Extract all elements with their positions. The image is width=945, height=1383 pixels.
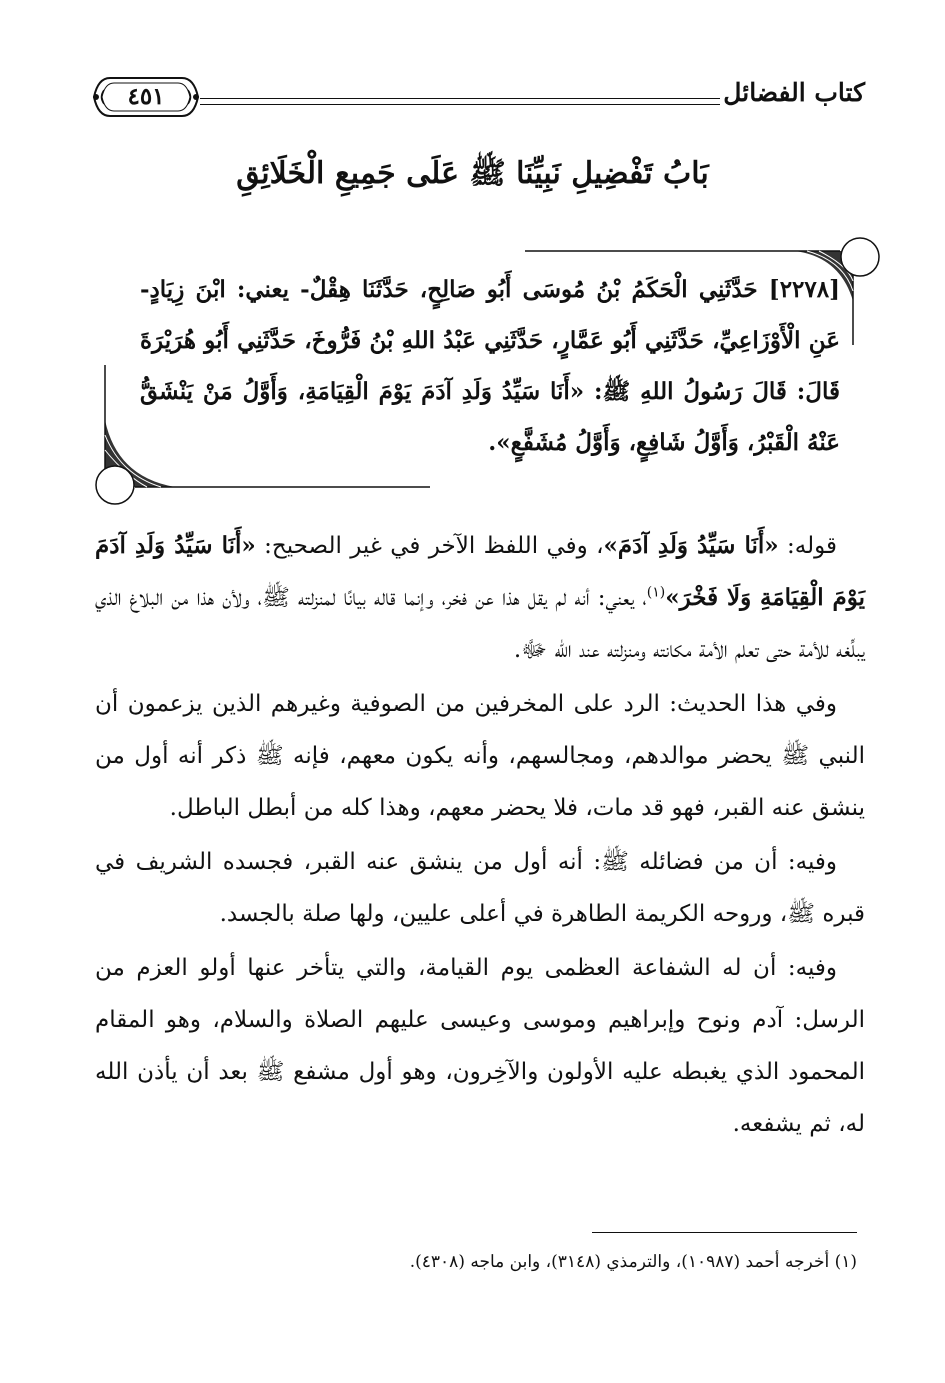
footnote: (١) أخرجه أحمد (١٠٩٨٧)، والترمذي (٣١٤٨)، وابن ماجه (٤٣٠٨). (409, 1252, 857, 1272)
footnote-marker: (١) (646, 584, 666, 601)
commentary-text: قوله: (778, 533, 837, 559)
commentary (95, 520, 865, 1152)
hadith-quote: «أَنَا سَيِّدُ وَلَدِ آدَمَ يَوْمَ الْقِيَامَةِ وَلَا فَخْرَ» (95, 532, 866, 611)
commentary-paragraph (95, 520, 865, 676)
commentary-text: ، وفي اللفظ الآخر في غير الصحيح: (255, 533, 604, 559)
book-title: كتاب الفضائل (723, 78, 865, 107)
footnote-separator (592, 1232, 857, 1233)
commentary-paragraph: وفيه: أن له الشفاعة العظمى يوم القيامة، والتي يتأخر عنها أولو العزم من الرسل: آدم ونوح وإبراهيم وموسى وعيسى عليهم الصلاة والسلام، وهو المقام المحمود الذي يغبطه عليه الأولون والآخِرون، وهو أول مشفع ﷺ بعد أن يأذن الله له، ثم يشفعه. (95, 955, 865, 1137)
header-rule (200, 104, 720, 105)
chapter-title: بَابُ تَفْضِيلِ نَبِيِّنَا ﷺ عَلَى جَمِيعِ الْخَلَائِقِ (236, 156, 709, 191)
hadith-text: [٢٢٧٨] حَدَّثَنِي الْحَكَمُ بْنُ مُوسَى أَبُو صَالِحٍ، حَدَّثَنَا هِقْلٌ- يعني: ابْنَ زِيَادٍ- عَنِ الْأَوْزَاعِيِّ، حَدَّثَنِي أَبُو عَمَّارٍ، حَدَّثَنِي عَبْدُ اللهِ بْنُ فَرُّوخَ، حَدَّثَنِي أَبُو هُرَيْرَةَ قَالَ: قَالَ رَسُولُ اللهِ ﷺ: «أَنَا سَيِّدُ وَلَدِ آدَمَ يَوْمَ الْقِيَامَةِ، وَأَوَّلُ مَنْ يَنْشَقُّ عَنْهُ الْقَبْرُ، وَأَوَّلُ شَافِعٍ، وَأَوَّلُ مُشَفَّعٍ». (140, 276, 840, 456)
commentary-paragraph: وفيه: أن من فضائله ﷺ: أنه أول من ينشق عنه القبر، فجسده الشريف في قبره ﷺ، وروحه الكريمة الطاهرة في أعلى عليين، ولها صلة بالجسد. (95, 849, 865, 927)
commentary-text: ، يعني: أنه لم يقل هذا عن فخر، وإنما قاله بيانًا لمنزلته ﷺ، ولأن هذا من البلاغ الذي يبلِّغه للأمة حتى تعلم الأمة مكانته ومنزلته عند الله ﷻ. (95, 585, 865, 663)
hadith-quote: «أَنَا سَيِّدُ وَلَدِ آدَمَ» (603, 532, 779, 559)
page-number: ٤٥١ (127, 83, 165, 110)
running-header (90, 60, 865, 120)
header-rule (200, 98, 720, 99)
commentary-paragraph: وفي هذا الحديث: الرد على المخرفين من الصوفية وغيرهم الذين يزعمون أن النبي ﷺ يحضر موالدهم، ومجالسهم، وأنه يكون معهم، فإنه ﷺ ذكر أنه أول من ينشق عنه القبر، فهو قد مات، فلا يحضر معهم، وهذا كله من أبطل الباطل. (95, 691, 865, 821)
